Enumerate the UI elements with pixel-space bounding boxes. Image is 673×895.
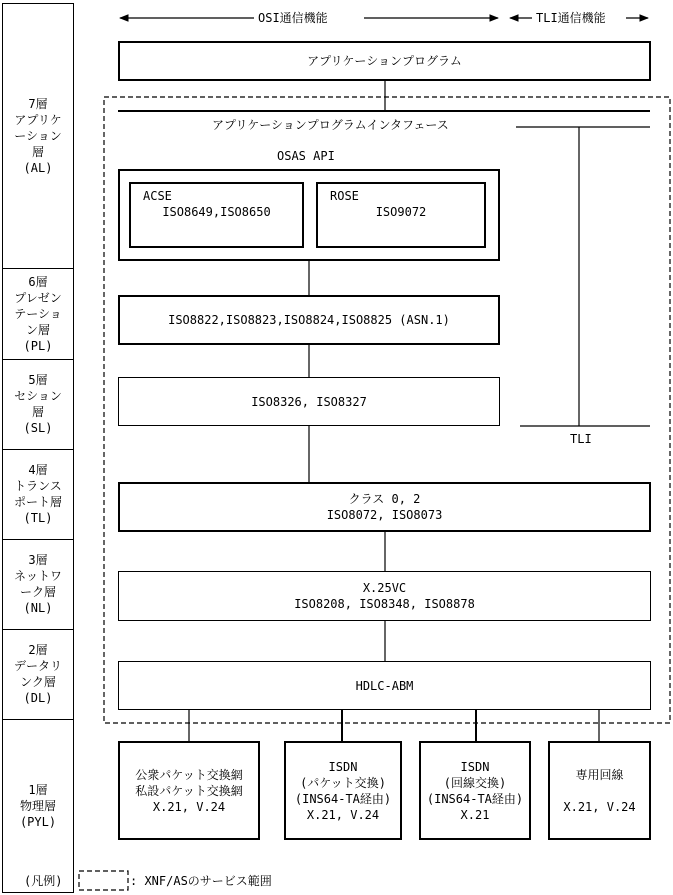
- datalink-protocol: HDLC-ABM: [355, 678, 414, 693]
- layer-line: データリ: [13, 659, 62, 673]
- tli-functions-label: TLI通信機能: [536, 11, 606, 25]
- layer-line: トランス: [14, 479, 62, 493]
- osas-api-label: OSAS API: [277, 149, 335, 163]
- layer-line: (NL): [23, 601, 53, 615]
- layer-7-label: [2, 3, 74, 268]
- layer-line: テーショ: [14, 306, 62, 321]
- layer-1-label: [2, 719, 74, 893]
- physical-line: (パケット交換): [300, 775, 386, 790]
- tli-label: TLI: [570, 432, 592, 446]
- layer-line: ン層: [25, 322, 50, 337]
- layer-line: (SL): [23, 421, 53, 435]
- physical-line: X.21, V.24: [306, 807, 380, 822]
- physical-line: 私設パケット交換網: [135, 783, 243, 798]
- legend-prefix: (凡例): [24, 874, 63, 888]
- layer-line: 6層: [28, 274, 48, 289]
- layer-line: ポート層: [13, 495, 62, 509]
- layer-line: 5層: [28, 373, 48, 387]
- layer-line: プレゼン: [14, 290, 62, 305]
- layer-line: 2層: [28, 643, 48, 657]
- datalink-box: [118, 661, 651, 710]
- application-program-box: [118, 41, 651, 81]
- layer-3-label: [2, 539, 74, 629]
- layer-line: 4層: [28, 463, 48, 477]
- physical-box-isdn-packet: [284, 741, 402, 840]
- layer-line: (DL): [23, 691, 53, 705]
- layer-line: 3層: [28, 553, 48, 567]
- layer-line: セション: [14, 389, 62, 403]
- layer-5-label: [2, 359, 74, 449]
- layer-line: ンク層: [20, 675, 56, 689]
- rose-standard: ISO9072: [375, 205, 427, 219]
- layer-line: 層: [31, 144, 44, 159]
- network-standards: ISO8208, ISO8348, ISO8878: [294, 597, 475, 611]
- session-box: [118, 377, 500, 426]
- layer-line: ーク層: [19, 585, 56, 599]
- rose-name: ROSE: [330, 189, 359, 203]
- presentation-box: [118, 295, 500, 345]
- physical-line: 専用回線: [575, 767, 624, 782]
- physical-line: ISDN: [328, 759, 358, 774]
- physical-line: X.21: [460, 807, 490, 822]
- application-program-label: アプリケーションプログラム: [307, 54, 462, 68]
- layer-line: (TL): [23, 511, 53, 525]
- physical-box-packet-network: [118, 741, 260, 840]
- physical-box-leased-line: [548, 741, 651, 840]
- layer-line: (PYL): [19, 815, 57, 829]
- legend-text: : XNF/ASのサービス範囲: [130, 874, 272, 888]
- session-standards: ISO8326, ISO8327: [251, 394, 367, 409]
- physical-box-isdn-circuit: [419, 741, 531, 840]
- physical-line: ISDN: [460, 759, 490, 774]
- layer-line: (PL): [23, 338, 53, 353]
- physical-line: (INS64-TA経由): [426, 791, 524, 806]
- layer-line: ネットワ: [13, 569, 62, 583]
- layer-line: 1層: [28, 783, 48, 797]
- physical-line: (INS64-TA経由): [294, 791, 392, 806]
- layer-line: 物理層: [19, 799, 56, 813]
- presentation-standards: ISO8822,ISO8823,ISO8824,ISO8825 (ASN.1): [168, 313, 450, 327]
- layer-line: ーション: [14, 128, 62, 143]
- physical-line: (回線交換): [443, 775, 507, 790]
- transport-standards: ISO8072, ISO8073: [326, 508, 443, 522]
- layer-line: 層: [31, 405, 44, 419]
- layer-2-label: [2, 629, 74, 719]
- physical-line: 公衆パケット交換網: [135, 767, 243, 782]
- legend-dashed-box: [79, 871, 128, 890]
- network-protocol: X.25VC: [362, 581, 407, 595]
- layer-4-label: [2, 449, 74, 539]
- layer-line: アプリケ: [14, 112, 62, 127]
- rose-box: [316, 182, 486, 248]
- acse-name: ACSE: [143, 189, 172, 203]
- network-box: [118, 571, 651, 621]
- osi-functions-label: OSI通信機能: [258, 11, 328, 25]
- layer-line: 7層: [28, 96, 48, 111]
- transport-box: [118, 482, 651, 532]
- physical-line: X.21, V.24: [152, 799, 226, 814]
- physical-line: X.21, V.24: [563, 799, 636, 814]
- acse-standard: ISO8649,ISO8650: [162, 205, 271, 219]
- transport-class: クラス 0, 2: [348, 492, 421, 506]
- acse-box: [129, 182, 304, 248]
- layer-line: (AL): [23, 160, 53, 175]
- api-interface-label: アプリケーションプログラムインタフェース: [212, 118, 449, 132]
- layer-6-label: [2, 268, 74, 359]
